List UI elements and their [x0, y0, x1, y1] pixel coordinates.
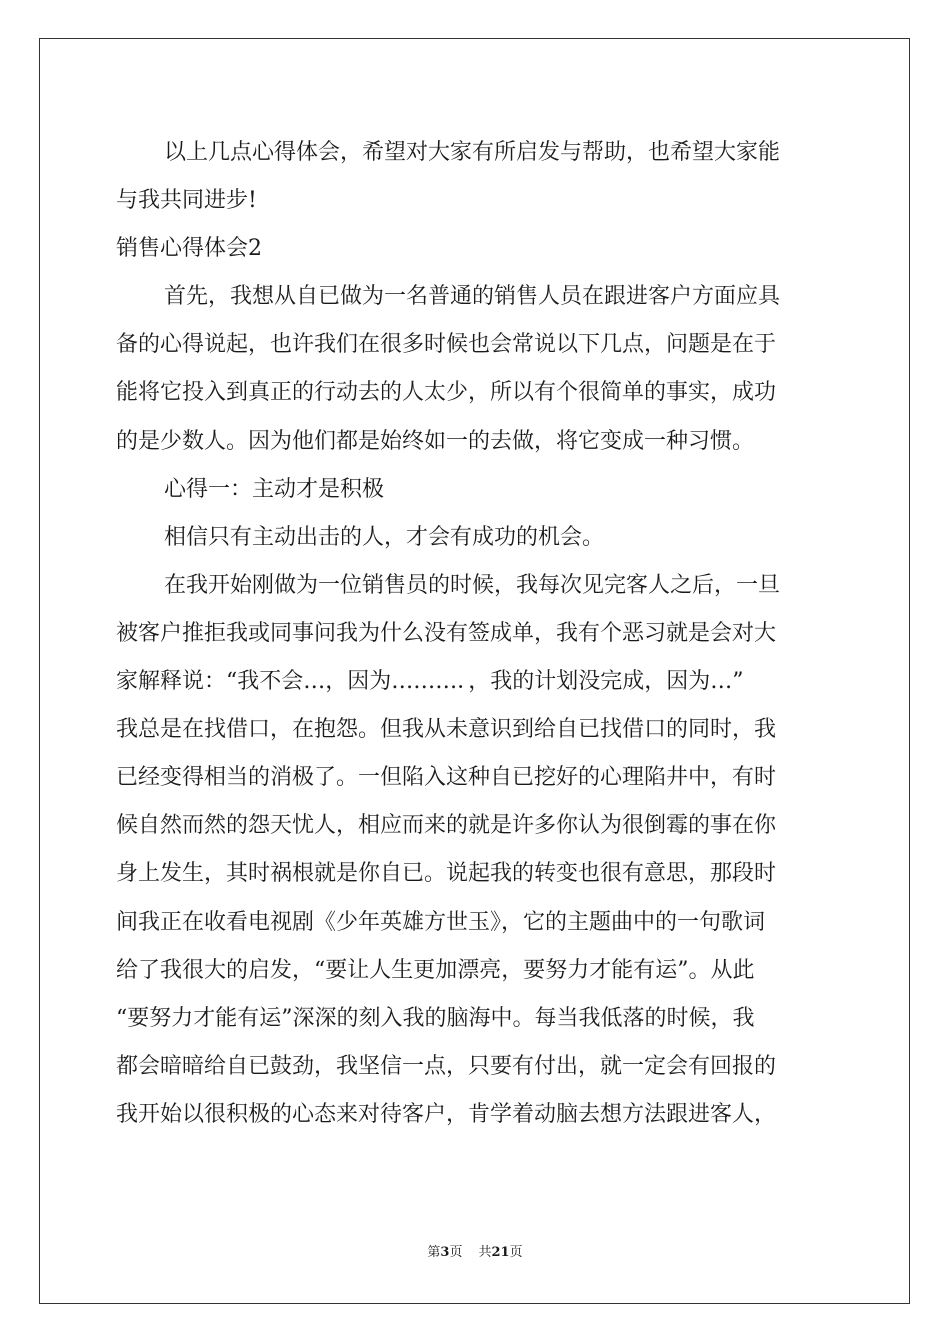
- text-line: 能将它投入到真正的行动去的人太少，所以有个很简单的事实，成功: [116, 380, 777, 406]
- text-line: 相信只有主动出击的人，才会有成功的机会。: [164, 524, 605, 550]
- page-footer: [0, 1243, 950, 1263]
- text-line: 被客户推拒我或同事问我为什么没有签成单，我有个恶习就是会对大: [116, 620, 777, 646]
- total-suffix: 页: [509, 1245, 523, 1260]
- text-line: 都会暗暗给自已鼓劲，我坚信一点，只要有付出，就一定会有回报的: [116, 1053, 777, 1079]
- page-prefix: 第: [427, 1245, 441, 1260]
- text-line: 与我共同进步!: [116, 188, 257, 214]
- text-line: 间我正在收看电视剧《少年英雄方世玉》，它的主题曲中的一句歌词: [116, 909, 766, 935]
- text-line: 已经变得相当的消极了。一但陷入这种自已挖好的心理陷井中，有时: [116, 765, 777, 791]
- text-line: 以上几点心得体会，希望对大家有所启发与帮助，也希望大家能: [164, 140, 781, 165]
- page-suffix: 页: [449, 1245, 463, 1260]
- text-line: “要努力才能有运”深深的刻入我的脑海中。每当我低落的时候，我: [116, 1005, 755, 1031]
- text-line: 首先，我想从自已做为一名普通的销售人员在跟进客户方面应具: [164, 284, 781, 310]
- text-line: 销售心得体会2: [116, 236, 262, 262]
- total-pages: 21: [491, 1245, 510, 1260]
- page-number: 3: [440, 1245, 450, 1260]
- text-line: 我开始以很积极的心态来对待客户，肯学着动脑去想方法跟进客人，: [116, 1101, 777, 1127]
- text-line: 身上发生，其时祸根就是你自已。说起我的转变也很有意思，那段时: [116, 861, 777, 887]
- text-line: 给了我很大的启发，“要让人生更加漂亮，要努力才能有运”。从此: [116, 957, 755, 983]
- text-line: 心得一：主动才是积极: [164, 476, 385, 502]
- text-line: 的是少数人。因为他们都是始终如一的去做，将它变成一种习惯。: [116, 428, 755, 454]
- text-line: 我总是在找借口，在抱怨。但我从未意识到给自已找借口的同时，我: [116, 717, 777, 743]
- text-line: 在我开始刚做为一位销售员的时候，我每次见完客人之后，一旦: [164, 572, 781, 598]
- total-prefix: 共: [478, 1245, 492, 1260]
- text-line: 候自然而然的怨天忧人，相应而来的就是许多你认为很倒霉的事在你: [116, 813, 777, 839]
- text-line: 家解释说：“我不会…，因为………．，我的计划没完成，因为…”: [116, 669, 744, 695]
- document-body: [116, 129, 836, 1139]
- text-line: 备的心得说起，也许我们在很多时候也会常说以下几点，问题是在于: [116, 332, 777, 358]
